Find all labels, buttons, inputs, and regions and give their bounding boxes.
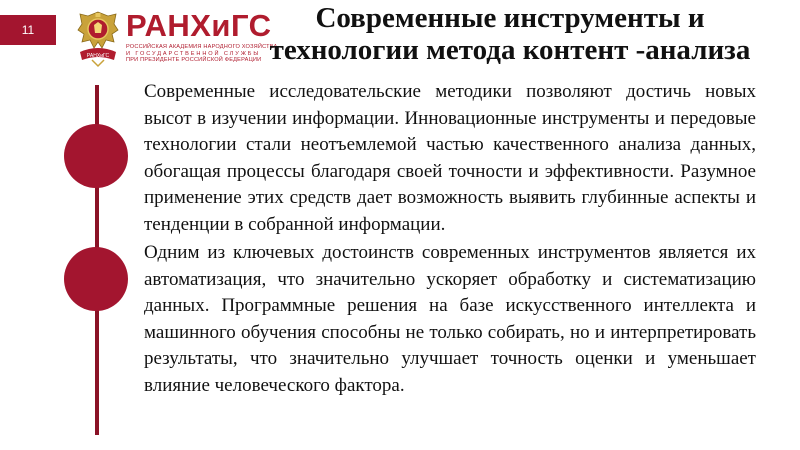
slide-title-line-2: технологии метода контент -анализа <box>269 34 751 66</box>
svg-text:РАНХиГС: РАНХиГС <box>86 53 110 59</box>
emblem-icon <box>76 8 120 68</box>
slide-number: 11 <box>0 15 56 45</box>
paragraph-2: Одним из ключевых достоинств современных инструментов является их автоматизация, что значительно ускоряет обработку и систематизацию данных. Программные решения на базе искусственного интеллекта и машинного обучения способны не только собирать, но и интерпретировать результаты, что значительно улучшает точность оценки и уменьшает влияние человеческого фактора. <box>144 242 756 396</box>
paragraph-1: Современные исследовательские методики позволяют достичь новых высот в изучении информации. Инновационные инструменты и передовые технологии стали неотъемлемой частью качественного анализа данных, обогащая процессы благодаря своей точности и эффективности. Разумное применение этих средств дает возможность выявить глубинные аспекты и тенденции в собранной информации. <box>144 81 756 235</box>
slide-title-line-1: Современные инструменты и <box>315 2 705 34</box>
logo-brand-text: РАНХиГС <box>126 8 272 43</box>
bullet-circle-1 <box>64 124 128 188</box>
bullet-circle-2 <box>64 247 128 311</box>
logo-subtitle: РОССИЙСКАЯ АКАДЕМИЯ НАРОДНОГО ХОЗЯЙСТВА И ГОСУДАРСТВЕННОЙ СЛУЖБЫ ПРИ ПРЕЗИДЕНТЕ РОССИЙСКОЙ ФЕДЕРАЦИИ <box>126 44 278 64</box>
slide-title <box>250 2 770 66</box>
